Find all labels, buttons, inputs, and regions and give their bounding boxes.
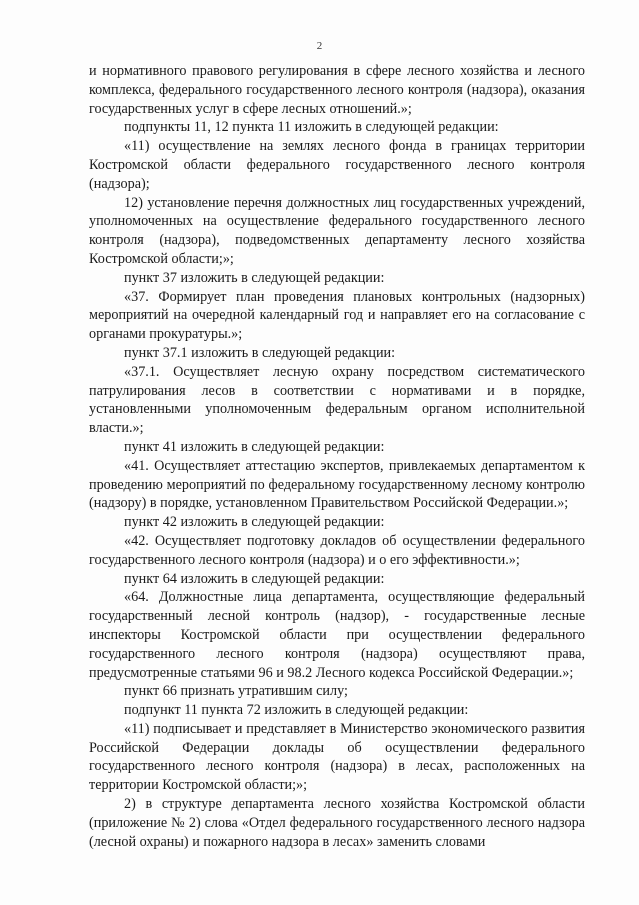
paragraph: 2) в структуре департамента лесного хозяйства Костромской области (приложение № 2) слова «Отдел федерального государственного лесного надзора (лесной охраны) и пожарного надзора в лесах» заменить словами: [89, 796, 585, 850]
document-body: [89, 62, 585, 851]
paragraph: «37. Формирует план проведения плановых контрольных (надзорных) мероприятий на очередной календарный год и направляет его на согласование с органами прокуратуры.»;: [89, 288, 585, 343]
paragraph: пункт 37 изложить в следующей редакции:: [124, 269, 385, 286]
paragraph: «11) осуществление на землях лесного фонда в границах территории Костромской области федерального государственного лесного контроля (надзора);: [89, 138, 585, 192]
paragraph: «37.1. Осуществляет лесную охрану посредством систематического патрулирования лесов в соответствии с нормативами и в порядке, установленными уполномоченным федеральным органом исполнительной власти.»;: [89, 363, 585, 437]
paragraph: пункт 41 изложить в следующей редакции:: [124, 438, 385, 455]
paragraph: пункт 37.1 изложить в следующей редакции:: [124, 344, 396, 361]
paragraph: «11) подписывает и представляет в Министерство экономического развития Российской Федерации доклады об осуществлении федерального государственного лесного контроля (надзора) в лесах, расположенных на территории Костромской области;»;: [89, 720, 585, 794]
paragraph: подпункты 11, 12 пункта 11 изложить в следующей редакции:: [124, 119, 499, 136]
paragraph: «64. Должностные лица департамента, осуществляющие федеральный государственный лесной контроль (надзор), - государственные лесные инспекторы Костромской области при осуществлении федерального государственного лесного контроля (надзора) осуществляют права, предусмотренные статьями 96 и 98.2 Лесного кодекса Российской Федерации.»;: [89, 589, 585, 681]
paragraph: 12) установление перечня должностных лиц государственных учреждений, уполномоченных на осуществление федерального государственного лесного контроля (надзора), подведомственных департаменту лесного хозяйства Костромской области;»;: [89, 194, 585, 267]
paragraph: пункт 66 признать утратившим силу;: [124, 683, 348, 700]
paragraph: и нормативного правового регулирования в сфере лесного хозяйства и лесного комплекса, федерального государственного лесного контроля (надзора), оказания государственных услуг в сфере лесных отношений.»;: [89, 63, 585, 117]
paragraph: подпункт 11 пункта 72 изложить в следующей редакции:: [124, 702, 469, 719]
paragraph: «41. Осуществляет аттестацию экспертов, привлекаемых департаментом к проведению мероприятий по федеральному государственному лесному контролю (надзору) в порядке, установленном Правительством Российской Федерации.»;: [89, 457, 585, 512]
paragraph: пункт 42 изложить в следующей редакции:: [124, 514, 385, 531]
page-number: 2: [316, 40, 323, 52]
paragraph: «42. Осуществляет подготовку докладов об осуществлении федерального государственного лесного контроля (надзора) и о его эффективности.»;: [89, 532, 585, 568]
paragraph: пункт 64 изложить в следующей редакции:: [124, 570, 385, 587]
